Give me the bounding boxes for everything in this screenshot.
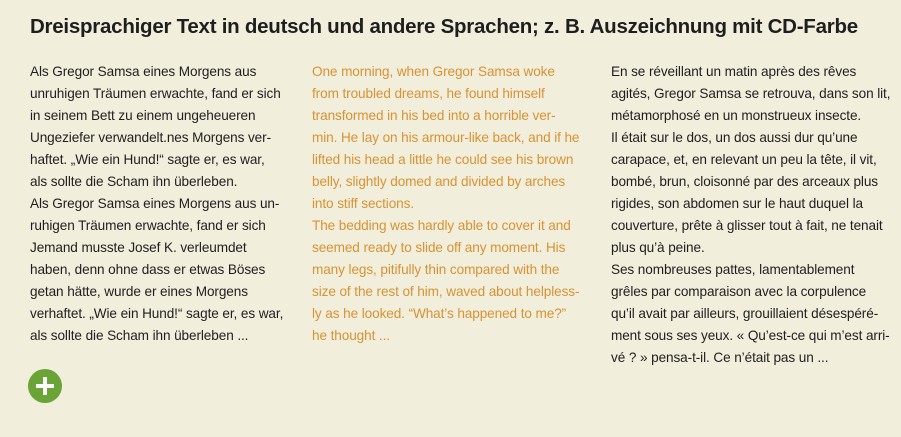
text-line: ruhigen Träumen erwachte, fand er sich (30, 218, 266, 233)
text-line: als sollte die Scham ihn überleben ... (30, 328, 249, 343)
text-line: En se réveillant un matin après des rêves (611, 64, 857, 79)
text-line: Ungeziefer verwandelt.nes Morgens ver- (30, 130, 272, 145)
text-line: One morning, when Gregor Samsa woke (312, 64, 555, 79)
text-line: getan hätte, wurde er eines Morgens (30, 284, 248, 299)
text-line: Jemand musste Josef K. verleumdet (30, 240, 247, 255)
text-line: belly, slightly domed and divided by arches (312, 174, 566, 189)
text-line: Als Gregor Samsa eines Morgens aus (30, 64, 257, 79)
text-line: lifted his head a little he could see his brown (312, 152, 574, 167)
text-line: ly as he looked. “What’s happened to me?” (312, 306, 567, 321)
text-line: ment sous ses yeux. « Qu’est-ce qui m’est arri- (611, 328, 890, 343)
text-line: bombé, brun, cloisonné par des arceaux plus (611, 174, 878, 189)
text-line: size of the rest of him, waved about helpless- (312, 284, 580, 299)
text-line: min. He lay on his armour-like back, and if he (312, 130, 580, 145)
text-line: in seinem Bett zu einem ungeheueren (30, 108, 256, 123)
text-line: rigides, son abdomen sur le haut duquel la (611, 196, 863, 211)
text-line: haftet. „Wie ein Hund!“ sagte er, es war, (30, 152, 265, 167)
text-line: seemed ready to slide off any moment. His (312, 240, 566, 255)
text-line: many legs, pitifully thin compared with the (312, 262, 560, 277)
text-line: he thought ... (312, 328, 390, 343)
text-line: into stiff sections. (312, 196, 415, 211)
german-text-column (30, 61, 300, 347)
text-line: from troubled dreams, he found himself (312, 86, 545, 101)
text-line: als sollte die Scham ihn überleben. (30, 174, 238, 189)
text-line: transformed in his bed into a horrible ver- (312, 108, 556, 123)
text-line: The bedding was hardly able to cover it and (312, 218, 571, 233)
text-line: vé ? » pensa-t-il. Ce n’était pas un ... (611, 350, 829, 365)
text-line: qu’il avait par ailleurs, grouillaient désespéré- (611, 306, 879, 321)
text-line: unruhigen Träumen erwachte, fand er sich (30, 86, 281, 101)
text-line: Als Gregor Samsa eines Morgens aus un- (30, 196, 280, 211)
page-heading: Dreisprachiger Text in deutsch und andere Sprachen; z. B. Auszeichnung mit CD-Farbe (30, 15, 858, 38)
french-text-column (611, 61, 893, 369)
text-line: métamorphosé en un monstrueux insecte. (611, 108, 862, 123)
text-line: Ses nombreuses pattes, lamentablement (611, 262, 855, 277)
text-line: haben, denn ohne dass er etwas Böses (30, 262, 266, 277)
english-text-column (312, 61, 594, 347)
text-line: couverture, prête à glisser tout à fait, ne tenait (611, 218, 883, 233)
text-line: carapace, et, en relevant un peu la tête, il vit, (611, 152, 877, 167)
text-line: plus qu’à peine. (611, 240, 705, 255)
text-line: grêles par comparaison avec la corpulence (611, 284, 867, 299)
text-line: Il était sur le dos, un dos aussi dur qu’une (611, 130, 858, 145)
text-line: verhaftet. „Wie ein Hund!“ sagte er, es war, (30, 306, 284, 321)
add-button[interactable] (28, 369, 62, 403)
text-line: agités, Gregor Samsa se retrouva, dans son lit, (611, 86, 891, 101)
